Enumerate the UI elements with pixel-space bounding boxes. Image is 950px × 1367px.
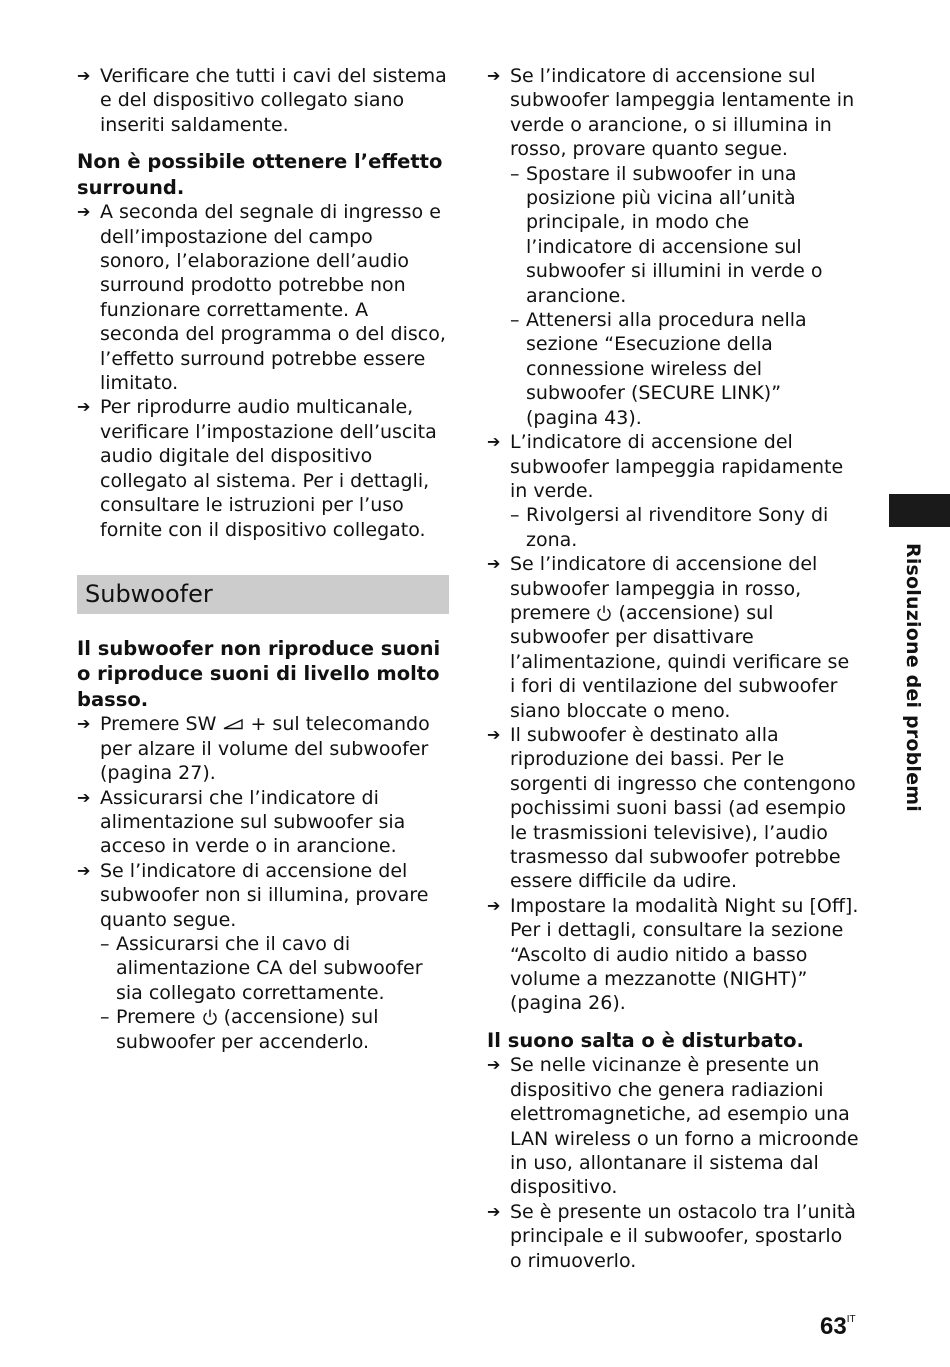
section-heading: Non è possibile ottenere l’effetto surround. xyxy=(77,150,443,199)
item-text: A seconda del segnale di ingresso e dell’impostazione del campo sonoro, l’elaborazione dell’audio surround prodotto potrebbe non funzionare correttamente. A seconda del programma o del disco, l’effetto surround potrebbe essere limitato. xyxy=(100,201,446,395)
sub-item xyxy=(510,503,859,552)
dash-marker: – xyxy=(100,933,110,956)
arrow-icon: ➔ xyxy=(77,202,91,222)
item-text: Se è presente un ostacolo tra l’unità principale e il subwoofer, spostarlo o rimuoverlo. xyxy=(510,1200,856,1272)
sub-item xyxy=(100,932,449,1005)
page-language-suffix: IT xyxy=(846,1314,856,1325)
list-item xyxy=(77,200,449,395)
arrow-icon: ➔ xyxy=(77,860,91,880)
sub-item xyxy=(510,162,859,308)
sub-item xyxy=(100,1005,449,1054)
arrow-icon: ➔ xyxy=(487,724,501,744)
item-text: Se l’indicatore di accensione sul subwoofer lampeggia lentamente in verde o arancione, o si illumina in rosso, provare quanto segue. xyxy=(510,65,855,161)
sub-item-text: Attenersi alla procedura nella sezione “Esecuzione della connessione wireless del subwoofer (SECURE LINK)” (pagina 43). xyxy=(526,309,807,429)
sub-item-text: Premere xyxy=(116,1006,196,1029)
item-text: Verificare che tutti i cavi del sistema e del dispositivo collegato siano inseriti saldamente. xyxy=(100,65,447,136)
list-item xyxy=(487,1053,859,1199)
chapter-tab-label: Risoluzione dei problemi xyxy=(902,543,924,812)
item-text: + sul telecomando per alzare il volume del subwoofer (pagina 27). xyxy=(100,713,430,785)
item-text: Se l’indicatore di accensione del subwoofer non si illumina, provare quanto segue. xyxy=(100,859,429,931)
dash-marker: – xyxy=(510,309,520,332)
power-icon xyxy=(596,604,612,622)
arrow-icon: ➔ xyxy=(487,432,501,452)
sub-item-text: (accensione) sul subwoofer per accenderlo. xyxy=(116,1006,379,1053)
list-item xyxy=(77,859,449,1054)
page-number xyxy=(820,1305,856,1342)
dash-marker: – xyxy=(100,1006,110,1029)
list-item xyxy=(487,1200,859,1273)
dash-marker: – xyxy=(510,162,520,185)
item-text: Se l’indicatore di accensione del subwoofer lampeggia in rosso, premere xyxy=(510,553,818,624)
sub-item-text: Rivolgersi al rivenditore Sony di zona. xyxy=(526,504,829,551)
item-text: Premere SW xyxy=(100,713,217,736)
item-text: Assicurarsi che l’indicatore di alimentazione sul subwoofer sia acceso in verde o in arancione. xyxy=(100,786,406,858)
arrow-icon: ➔ xyxy=(77,787,91,807)
arrow-icon: ➔ xyxy=(77,714,91,734)
arrow-icon: ➔ xyxy=(487,1201,501,1221)
arrow-icon: ➔ xyxy=(77,66,91,85)
arrow-icon: ➔ xyxy=(487,66,501,85)
arrow-icon: ➔ xyxy=(487,1055,501,1075)
right-column xyxy=(487,64,859,1273)
section-title-bar: Subwoofer xyxy=(77,575,449,614)
list-item xyxy=(77,712,449,785)
list-item xyxy=(77,395,449,541)
item-text: Se nelle vicinanze è presente un dispositivo che genera radiazioni elettromagnetiche, ad esempio una LAN wireless o un forno a microonde in uso, allontanare il sistema dal dispositivo. xyxy=(510,1054,859,1199)
chapter-tab-marker xyxy=(889,494,950,527)
item-text: Il subwoofer è destinato alla riproduzione dei bassi. Per le sorgenti di ingresso che contengono pochissimi suoni bassi (ad esempio le trasmissioni televisive), l’audio trasmesso dal subwoofer potrebbe essere difficile da udire. xyxy=(510,723,856,893)
item-text: Per riprodurre audio multicanale, verificare l’impostazione dell’uscita audio digitale del dispositivo collegato al sistema. Per i dettagli, consultare le istruzioni per l’uso fornite con il dispositivo collegato. xyxy=(100,396,437,541)
list-item xyxy=(487,894,859,1016)
arrow-icon: ➔ xyxy=(487,895,501,915)
volume-wedge-icon xyxy=(222,718,244,730)
arrow-icon: ➔ xyxy=(77,397,91,417)
list-item xyxy=(487,723,859,894)
list-item xyxy=(487,430,859,552)
arrow-icon: ➔ xyxy=(487,554,501,574)
power-icon xyxy=(202,1008,218,1026)
left-column xyxy=(77,64,449,1054)
section-heading: Il suono salta o è disturbato. xyxy=(487,1028,804,1052)
list-item xyxy=(77,64,449,137)
dash-marker: – xyxy=(510,504,520,527)
list-item xyxy=(77,786,449,859)
list-item xyxy=(487,552,859,723)
sub-item-text: Assicurarsi che il cavo di alimentazione CA del subwoofer sia collegato correttamente. xyxy=(116,933,423,1004)
section-heading: Il subwoofer non riproduce suoni o riproduce suoni di livello molto basso. xyxy=(77,636,441,711)
sub-item-text: Spostare il subwoofer in una posizione più vicina all’unità principale, in modo che l’indicatore di accensione sul subwoofer si illumini in verde o arancione. xyxy=(526,162,823,307)
item-text: L’indicatore di accensione del subwoofer lampeggia rapidamente in verde. xyxy=(510,431,844,502)
list-item xyxy=(487,64,859,430)
sub-item xyxy=(510,308,859,430)
item-text: (accensione) sul subwoofer per disattivare l’alimentazione, quindi verificare se i fori di ventilazione del subwoofer siano bloccate o meno. xyxy=(510,601,850,722)
item-text: Impostare la modalità Night su [Off]. Per i dettagli, consultare la sezione “Ascolto di audio nitido a basso volume a mezzanotte (NIGHT)” (pagina 26). xyxy=(510,894,859,1015)
page-number-value: 63 xyxy=(820,1313,847,1340)
